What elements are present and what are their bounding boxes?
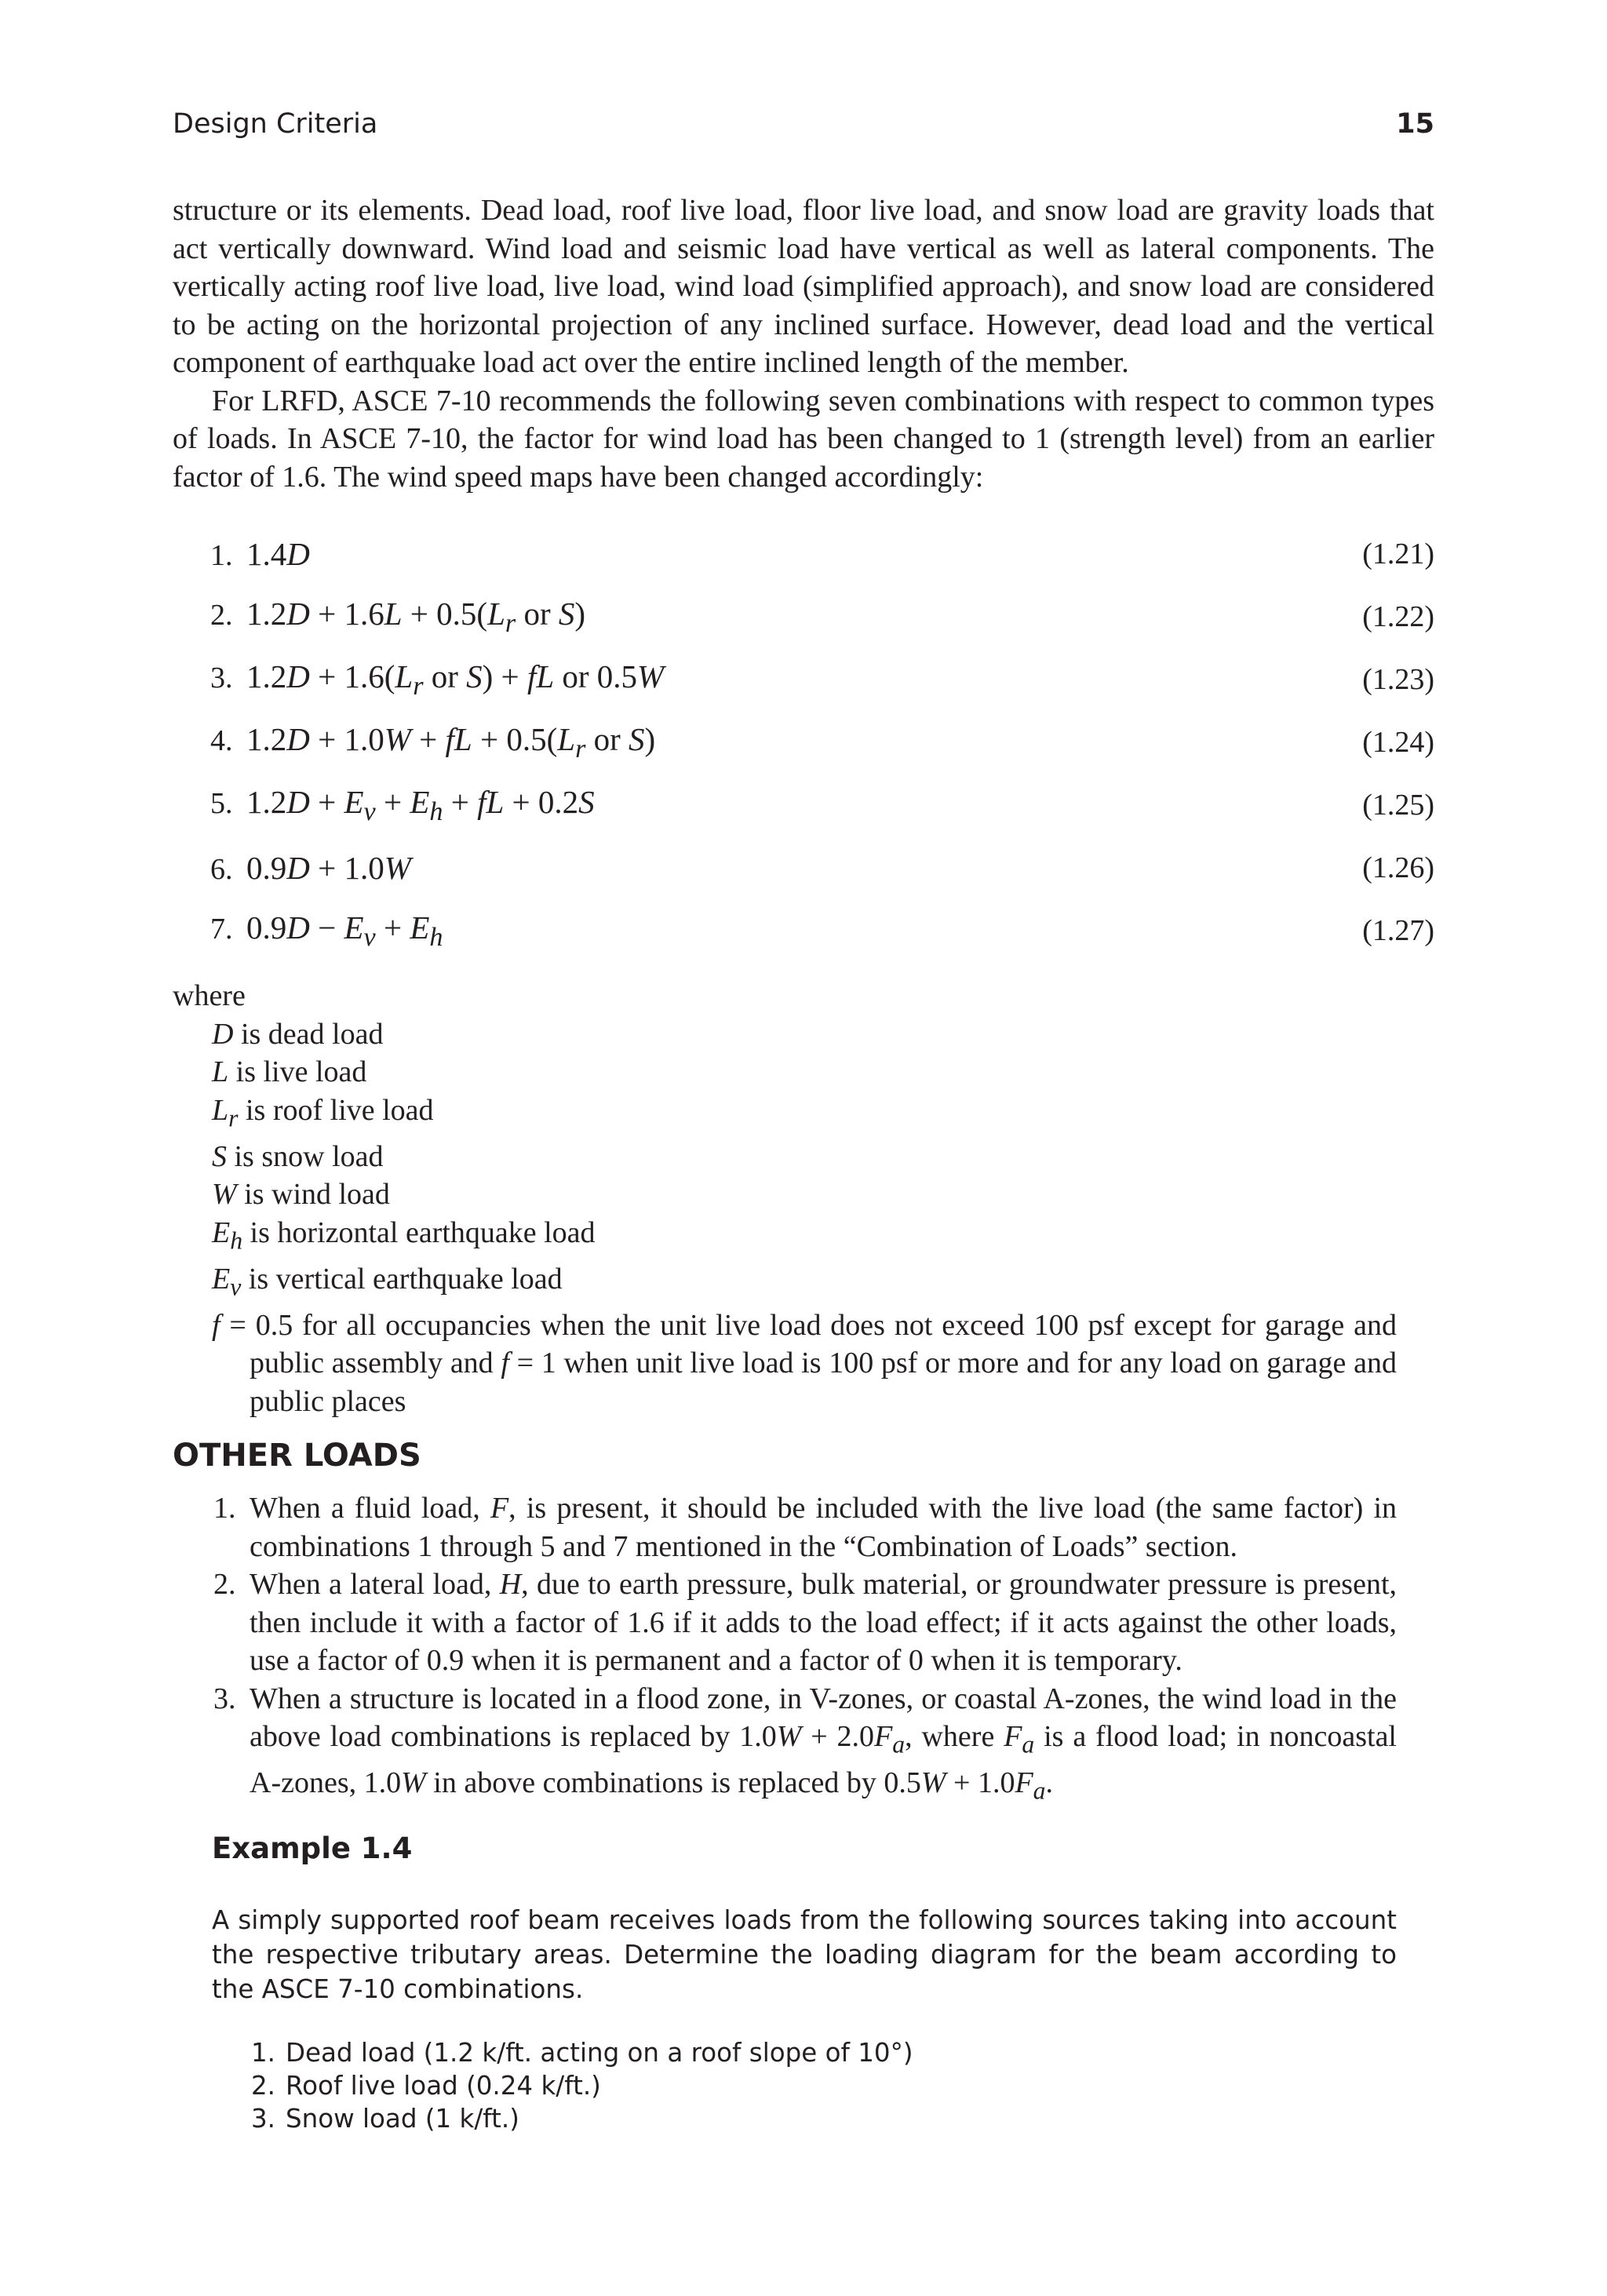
definition-item: $E_h$ is horizontal earthquake load <box>212 1215 596 1255</box>
load-combination-list <box>210 523 1434 962</box>
example-source-item: 2. Roof live load (0.24 k/ft.) <box>251 2071 601 2101</box>
section-title: OTHER LOADS <box>173 1438 421 1474</box>
equation-tag: (1.24) <box>1362 726 1434 759</box>
equation-tag: (1.22) <box>1362 600 1434 633</box>
example-source-list <box>251 2036 1350 2135</box>
other-loads-item: 2. When a lateral load, H, due to earth pressure, bulk material, or groundwater pressure is present, then include it with a factor of 1.6 if it adds to the load effect; if it acts against the other loads, use a factor of 0.9 when it is permanent and a factor of 0 when it is temporary. <box>213 1568 1397 1677</box>
equation-number: 1. <box>210 539 233 572</box>
equation-expression: $1.2D + E_v + E_h$ + fL + 0.2S <box>246 783 595 827</box>
equation-tag: (1.26) <box>1362 851 1434 884</box>
equation-row <box>210 711 1434 774</box>
example-body: A simply supported roof beam receives loads from the following sources taking into account the respective tributary areas. Determine the loading diagram for the beam according to the ASCE 7-10 combinations. <box>212 1905 1397 2004</box>
equation-tag: (1.21) <box>1362 538 1434 570</box>
equation-expression: $1.2D + 1.6(L_r$ or S) + fL or 0.5W <box>246 658 665 702</box>
equation-row <box>210 899 1434 962</box>
equation-row <box>210 836 1434 899</box>
example-title: Example 1.4 <box>212 1831 413 1865</box>
intro-paragraph: structure or its elements. Dead load, roof live load, floor live load, and snow load are gravity loads that act vertically downward. Wind load and seismic load have vertical as well as lateral components. The vertically acting roof live load, live load, wind load (simplified approach), and snow load are considered to be acting on the horizontal projection of any inclined surface. However, dead load and the vertical component of earthquake load act over the entire inclined length of the member. <box>173 194 1434 379</box>
definition-item: W is wind load <box>212 1178 390 1212</box>
example-source-item: 3. Snow load (1 k/ft.) <box>251 2104 519 2134</box>
other-loads-item: 1. When a fluid load, F, is present, it should be included with the live load (the same factor) in combinations 1 through 5 and 7 mentioned in the “Combination of Loads” section. <box>213 1492 1397 1563</box>
equation-expression: 0.9D + 1.0W <box>246 850 411 886</box>
equation-number: 6. <box>210 853 233 886</box>
definition-item: $L_r$ is roof live load <box>212 1093 434 1132</box>
lrfd-paragraph: For LRFD, ASCE 7-10 recommends the following seven combinations with respect to common types of loads. In ASCE 7-10, the factor for wind load has been changed to 1 (strength level) from an earlier factor of 1.6. The wind speed maps have been changed accordingly: <box>173 384 1434 494</box>
equation-number: 2. <box>210 598 233 632</box>
equation-row <box>210 585 1434 648</box>
definition-item: L is live load <box>212 1055 367 1088</box>
other-loads-list <box>173 1489 1397 1810</box>
definitions-block <box>173 977 1397 1420</box>
other-loads-item: 3. When a structure is located in a flood zone, in V-zones, or coastal A-zones, the wind load in the above load combinations is replaced by $1.0W + 2.0F_a$, where $F_a$ is a flood load; in noncoastal A-zones, 1.0W in above combinations is replaced by $0.5W + 1.0F_a$. <box>213 1682 1397 1805</box>
body-text <box>173 191 1434 496</box>
page-number: 15 <box>1396 108 1434 140</box>
where-label: where <box>173 979 246 1012</box>
definition-item: S is snow load <box>212 1139 384 1173</box>
equation-row <box>210 774 1434 836</box>
equation-tag: (1.25) <box>1362 789 1434 822</box>
equation-number: 4. <box>210 723 233 757</box>
definition-item: $E_v$ is vertical earthquake load <box>212 1262 563 1301</box>
equation-row <box>210 648 1434 711</box>
equation-tag: (1.27) <box>1362 914 1434 947</box>
running-title: Design Criteria <box>173 108 378 140</box>
definition-item: D is dead load <box>212 1017 384 1051</box>
example-source-item: 1. Dead load (1.2 k/ft. acting on a roof slope of 10°) <box>251 2038 913 2068</box>
equation-expression: 1.4D <box>246 536 310 572</box>
equation-number: 5. <box>210 786 233 820</box>
equation-expression: $1.2D + 1.6L + 0.5(L_r$ or S) <box>246 595 585 639</box>
equation-row <box>210 523 1434 585</box>
definition-item: f = 0.5 for all occupancies when the unit live load does not exceed 100 psf except for garage and public assembly and f = 1 when unit live load is 100 psf or more and for any load on garage and public places <box>212 1308 1397 1418</box>
equation-expression: 1.2D + 1.0W + fL + $0.5(L_r$ or S) <box>246 720 656 764</box>
equation-tag: (1.23) <box>1362 663 1434 696</box>
running-head <box>173 108 1434 140</box>
equation-expression: $0.9D - E_v + E_h$ <box>246 909 443 953</box>
equation-number: 3. <box>210 661 233 694</box>
definitions-list <box>173 1015 1397 1421</box>
equation-number: 7. <box>210 912 233 946</box>
